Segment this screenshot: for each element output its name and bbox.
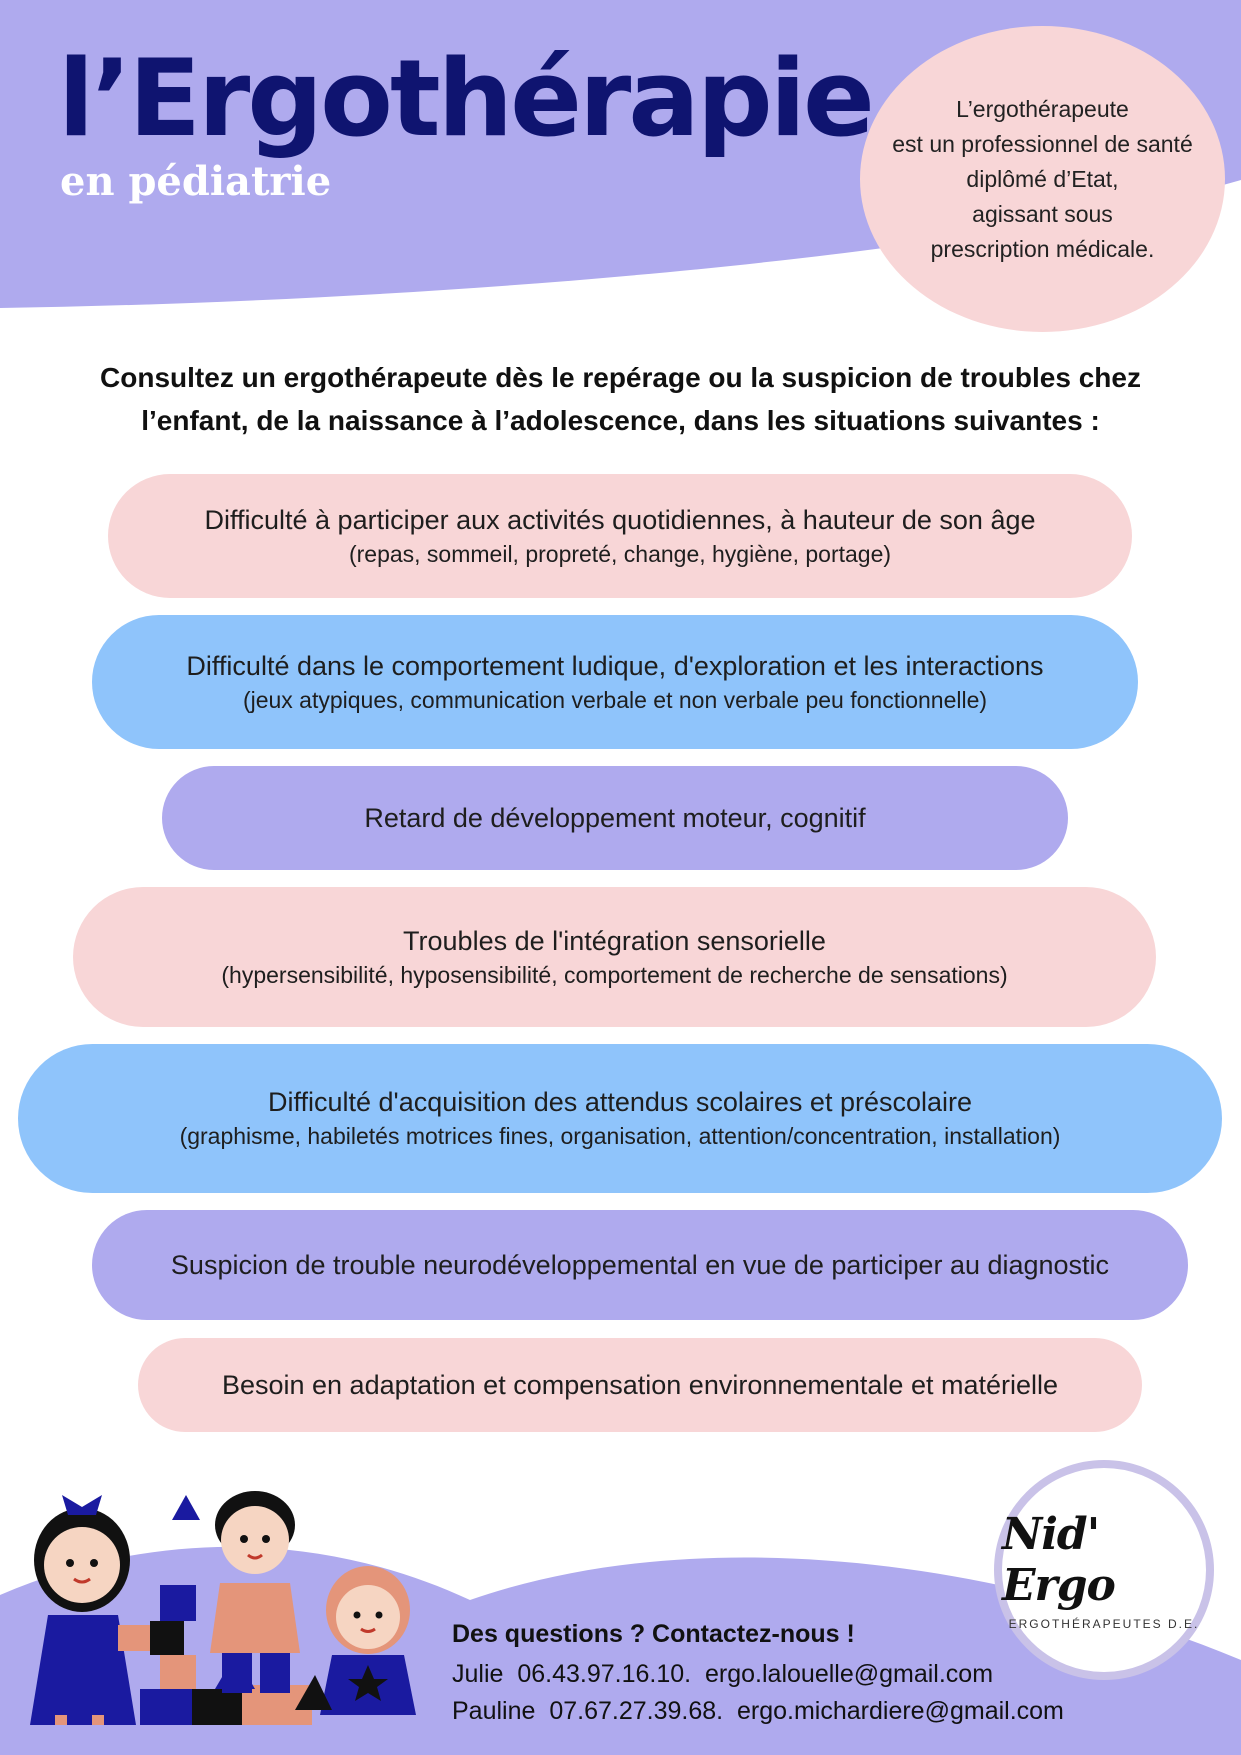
intro-line: est un professionnel de santé xyxy=(892,130,1193,157)
situation-details: (jeux atypiques, communication verbale et non verbale peu fonctionnelle) xyxy=(242,686,988,713)
contact-phone[interactable]: 06.43.97.16.10. xyxy=(517,1660,692,1688)
intro-line: L’ergothérapeute xyxy=(956,95,1129,122)
situation-daily-activities xyxy=(108,474,1132,598)
situation-details: (repas, sommeil, propreté, change, hygiène, portage) xyxy=(348,540,892,567)
situation-title: Difficulté dans le comportement ludique, d'exploration et les interactions xyxy=(186,650,1044,681)
contact-pauline xyxy=(452,1697,1064,1726)
contact-email[interactable]: ergo.michardiere@gmail.com xyxy=(737,1697,1064,1725)
page-title: l’Ergothérapie xyxy=(58,37,872,160)
situation-details: (hypersensibilité, hyposensibilité, comportement de recherche de sensations) xyxy=(221,961,1008,988)
contact-phone[interactable]: 07.67.27.39.68. xyxy=(549,1697,724,1725)
situation-details: (graphisme, habiletés motrices fines, organisation, attention/concentration, installation) xyxy=(179,1123,1061,1149)
situation-title: Difficulté d'acquisition des attendus scolaires et préscolaire xyxy=(267,1087,973,1117)
logo-tagline: ERGOTHÉRAPEUTES D.E. xyxy=(1008,1617,1200,1631)
situation-sensory-integration xyxy=(73,887,1156,1027)
lead-text xyxy=(20,356,1221,442)
situation-title: Suspicion de trouble neurodéveloppemental en vue de participer au diagnostic xyxy=(170,1250,1110,1280)
contact-name: Julie xyxy=(452,1660,504,1688)
situation-school-skills xyxy=(18,1044,1222,1193)
contact-heading: Des questions ? Contactez-nous ! xyxy=(452,1620,855,1648)
contact-julie xyxy=(452,1660,993,1689)
intro-oval xyxy=(860,26,1225,332)
contact-email[interactable]: ergo.lalouelle@gmail.com xyxy=(705,1660,994,1688)
lead-line: Consultez un ergothérapeute dès le repérage ou la suspicion de troubles chez xyxy=(100,362,1141,393)
situation-title: Difficulté à participer aux activités quotidiennes, à hauteur de son âge xyxy=(204,504,1036,535)
situation-neurodevelopmental xyxy=(92,1210,1188,1320)
situation-title: Troubles de l'intégration sensorielle xyxy=(403,925,826,956)
contact-name: Pauline xyxy=(452,1697,536,1725)
nid-ergo-logo xyxy=(994,1460,1214,1680)
lead-line: l’enfant, de la naissance à l’adolescence, dans les situations suivantes : xyxy=(141,405,1100,436)
situation-play-behaviour xyxy=(92,615,1138,749)
situation-development-delay xyxy=(162,766,1068,870)
logo-brand: Nid' Ergo xyxy=(1002,1509,1115,1611)
situation-title: Retard de développement moteur, cognitif xyxy=(364,803,866,833)
children-illustration xyxy=(10,1465,430,1725)
intro-line: agissant sous xyxy=(972,200,1113,227)
intro-line: prescription médicale. xyxy=(930,235,1155,262)
situation-adaptation xyxy=(138,1338,1142,1432)
intro-line: diplômé d’Etat, xyxy=(966,165,1119,192)
page-subtitle: en pédiatrie xyxy=(60,158,332,205)
situation-title: Besoin en adaptation et compensation environnementale et matérielle xyxy=(221,1370,1059,1400)
